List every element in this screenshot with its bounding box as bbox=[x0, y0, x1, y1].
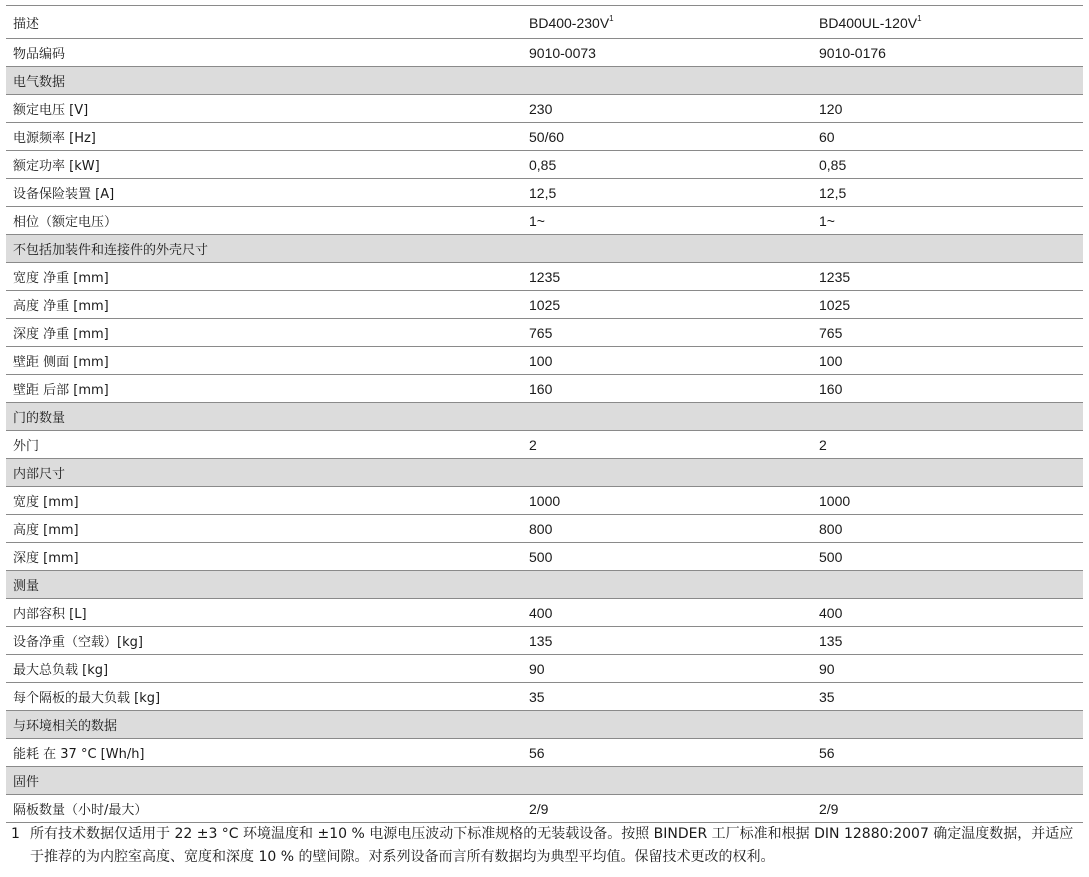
table-row bbox=[6, 263, 1083, 291]
row-value: 2/9 bbox=[806, 795, 1083, 823]
row-value: 135 bbox=[515, 627, 806, 655]
row-label: 外门 bbox=[6, 431, 515, 459]
row-label: 高度 净重 [mm] bbox=[6, 291, 515, 319]
model-name: BD400UL-120V bbox=[819, 15, 918, 31]
footnote-mark: 1 bbox=[609, 14, 614, 24]
row-value: 100 bbox=[806, 347, 1083, 375]
row-label: 深度 [mm] bbox=[6, 543, 515, 571]
table-row bbox=[6, 543, 1083, 571]
row-label: 设备保险装置 [A] bbox=[6, 179, 515, 207]
row-value: 0,85 bbox=[806, 151, 1083, 179]
section-blank-cell bbox=[806, 711, 1083, 739]
section-header-row bbox=[6, 67, 1083, 95]
table-row bbox=[6, 151, 1083, 179]
row-value: 1~ bbox=[515, 207, 806, 235]
row-value: 12,5 bbox=[806, 179, 1083, 207]
section-blank-cell bbox=[515, 67, 806, 95]
section-blank-cell bbox=[806, 235, 1083, 263]
section-title: 门的数量 bbox=[6, 403, 515, 431]
table-row bbox=[6, 739, 1083, 767]
row-label: 隔板数量（小时/最大） bbox=[6, 795, 515, 823]
section-blank-cell bbox=[806, 403, 1083, 431]
table-row bbox=[6, 123, 1083, 151]
section-header-row bbox=[6, 571, 1083, 599]
table-row bbox=[6, 431, 1083, 459]
section-blank-cell bbox=[806, 67, 1083, 95]
section-blank-cell bbox=[515, 235, 806, 263]
row-value: 90 bbox=[515, 655, 806, 683]
row-value: 1000 bbox=[806, 487, 1083, 515]
row-value: 1235 bbox=[806, 263, 1083, 291]
table-row bbox=[6, 627, 1083, 655]
section-title: 不包括加装件和连接件的外壳尺寸 bbox=[6, 235, 515, 263]
section-blank-cell bbox=[806, 767, 1083, 795]
row-value: 90 bbox=[806, 655, 1083, 683]
table-row bbox=[6, 683, 1083, 711]
table-row bbox=[6, 375, 1083, 403]
row-label: 额定电压 [V] bbox=[6, 95, 515, 123]
table-row bbox=[6, 319, 1083, 347]
footnote-number: 1 bbox=[11, 826, 20, 842]
table-row bbox=[6, 207, 1083, 235]
row-label: 最大总负载 [kg] bbox=[6, 655, 515, 683]
row-label: 宽度 净重 [mm] bbox=[6, 263, 515, 291]
technical-data-table-body bbox=[6, 6, 1083, 823]
article-number-row bbox=[6, 39, 1083, 67]
section-header-row bbox=[6, 767, 1083, 795]
row-value: 800 bbox=[515, 515, 806, 543]
row-label: 壁距 后部 [mm] bbox=[6, 375, 515, 403]
section-blank-cell bbox=[515, 459, 806, 487]
row-label: 每个隔板的最大负载 [kg] bbox=[6, 683, 515, 711]
model-name: BD400-230V bbox=[529, 15, 610, 31]
row-value: 50/60 bbox=[515, 123, 806, 151]
row-value: 1025 bbox=[806, 291, 1083, 319]
row-label: 深度 净重 [mm] bbox=[6, 319, 515, 347]
row-value: 2/9 bbox=[515, 795, 806, 823]
row-value: 500 bbox=[806, 543, 1083, 571]
row-value: 135 bbox=[806, 627, 1083, 655]
table-row bbox=[6, 95, 1083, 123]
table-row bbox=[6, 487, 1083, 515]
row-label: 壁距 侧面 [mm] bbox=[6, 347, 515, 375]
row-label: 能耗 在 37 °C [Wh/h] bbox=[6, 739, 515, 767]
row-label: 设备净重（空载）[kg] bbox=[6, 627, 515, 655]
row-value: 2 bbox=[515, 431, 806, 459]
row-value: 800 bbox=[806, 515, 1083, 543]
table-header-row bbox=[6, 6, 1083, 39]
section-blank-cell bbox=[515, 571, 806, 599]
section-header-row bbox=[6, 403, 1083, 431]
section-title: 测量 bbox=[6, 571, 515, 599]
row-value: 160 bbox=[515, 375, 806, 403]
row-value: 400 bbox=[515, 599, 806, 627]
row-value: 35 bbox=[806, 683, 1083, 711]
section-blank-cell bbox=[515, 403, 806, 431]
row-label: 相位（额定电压） bbox=[6, 207, 515, 235]
row-label: 物品编码 bbox=[6, 39, 515, 67]
section-title: 固件 bbox=[6, 767, 515, 795]
row-label: 高度 [mm] bbox=[6, 515, 515, 543]
footnote-text: 所有技术数据仅适用于 22 ±3 °C 环境温度和 ±10 % 电源电压波动下标准规格的无装载设备。按照 BINDER 工厂标准和根据 DIN 12880:2007 确定温度数据，并适应于推荐的为内腔室高度、宽度和深度 10 % 的壁间隙。对系列设备而言所有数据均为典型平均值。保留技术更改的权利。 bbox=[30, 826, 1074, 865]
table-row bbox=[6, 599, 1083, 627]
row-value: 230 bbox=[515, 95, 806, 123]
row-value: 9010-0073 bbox=[515, 39, 806, 67]
row-value: 1000 bbox=[515, 487, 806, 515]
section-blank-cell bbox=[806, 459, 1083, 487]
row-value: 1~ bbox=[806, 207, 1083, 235]
footnote bbox=[11, 823, 1079, 869]
section-blank-cell bbox=[515, 711, 806, 739]
row-value: 56 bbox=[515, 739, 806, 767]
model-header-bd400-230v bbox=[515, 6, 806, 39]
model-header-bd400ul-120v bbox=[806, 6, 1083, 39]
row-value: 120 bbox=[806, 95, 1083, 123]
row-label: 宽度 [mm] bbox=[6, 487, 515, 515]
row-value: 9010-0176 bbox=[806, 39, 1083, 67]
row-value: 60 bbox=[806, 123, 1083, 151]
technical-data-table bbox=[6, 5, 1083, 823]
table-row bbox=[6, 347, 1083, 375]
row-value: 0,85 bbox=[515, 151, 806, 179]
section-blank-cell bbox=[806, 571, 1083, 599]
table-row bbox=[6, 515, 1083, 543]
row-value: 1025 bbox=[515, 291, 806, 319]
section-header-row bbox=[6, 459, 1083, 487]
row-value: 12,5 bbox=[515, 179, 806, 207]
row-value: 1235 bbox=[515, 263, 806, 291]
table-row bbox=[6, 291, 1083, 319]
section-title: 与环境相关的数据 bbox=[6, 711, 515, 739]
header-label: 描述 bbox=[6, 6, 515, 39]
section-header-row bbox=[6, 235, 1083, 263]
section-blank-cell bbox=[515, 767, 806, 795]
row-label: 电源频率 [Hz] bbox=[6, 123, 515, 151]
section-header-row bbox=[6, 711, 1083, 739]
table-row bbox=[6, 655, 1083, 683]
row-value: 400 bbox=[806, 599, 1083, 627]
row-value: 56 bbox=[806, 739, 1083, 767]
row-value: 2 bbox=[806, 431, 1083, 459]
row-label: 内部容积 [L] bbox=[6, 599, 515, 627]
row-value: 100 bbox=[515, 347, 806, 375]
table-row bbox=[6, 795, 1083, 823]
section-title: 电气数据 bbox=[6, 67, 515, 95]
row-value: 765 bbox=[515, 319, 806, 347]
row-value: 35 bbox=[515, 683, 806, 711]
row-value: 160 bbox=[806, 375, 1083, 403]
footnote-mark: 1 bbox=[917, 14, 922, 24]
row-label: 额定功率 [kW] bbox=[6, 151, 515, 179]
row-value: 765 bbox=[806, 319, 1083, 347]
row-value: 500 bbox=[515, 543, 806, 571]
table-row bbox=[6, 179, 1083, 207]
section-title: 内部尺寸 bbox=[6, 459, 515, 487]
